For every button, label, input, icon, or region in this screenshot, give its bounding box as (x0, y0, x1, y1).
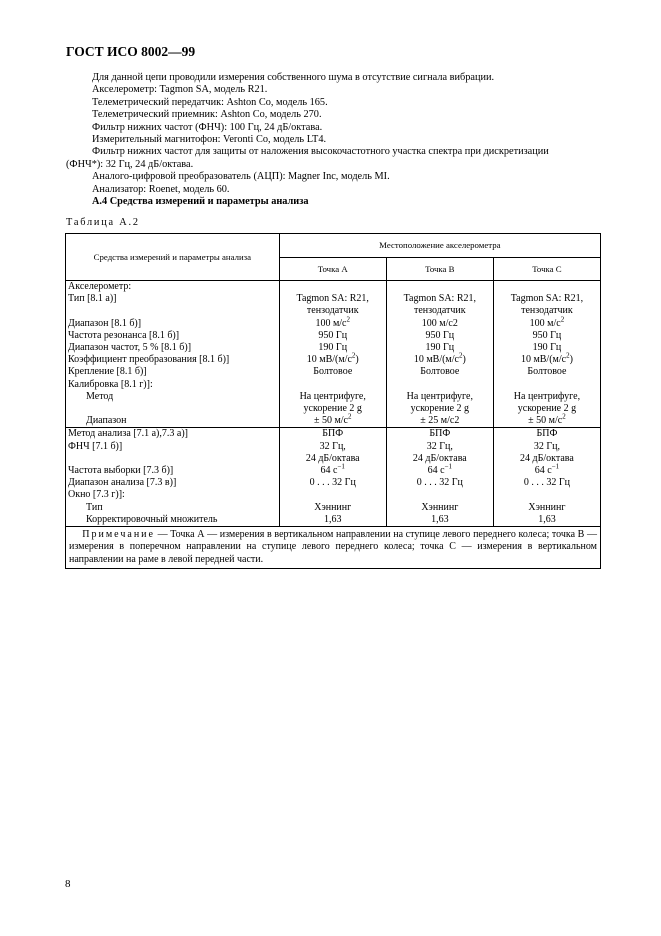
table-row (66, 428, 601, 441)
cell: 190 Гц (493, 342, 600, 354)
cell: 10 $мВ/(м/с^2)$ (493, 354, 600, 366)
head-point-b: Точка В (386, 257, 493, 281)
cell: 1,63 (386, 514, 493, 527)
table-row (66, 477, 601, 489)
cell: БПФ (386, 428, 493, 441)
cell: 64 $с^{-1}$ (279, 465, 386, 477)
document-header: ГОСТ ИСО 8002—99 (66, 44, 196, 59)
type-label: Тип [8.1 а)] (68, 293, 117, 305)
row-label: Частота резонанса [8.1 б)] (66, 330, 280, 342)
cell: БПФ (493, 428, 600, 441)
cell: 10 $мВ/(м/с^2)$ (279, 354, 386, 366)
table-head-row (66, 234, 601, 258)
intro-paragraphs (66, 72, 602, 208)
row-label: Диапазон частот, 5 % [8.1 б)] (66, 342, 280, 354)
row-label: ФНЧ [7.1 б)] (66, 441, 280, 465)
cell: 100 м/с2 (386, 318, 493, 330)
cell: 190 Гц (386, 342, 493, 354)
data-table (65, 233, 601, 569)
cell: 32 Гц, 24 дБ/октава (279, 441, 386, 465)
row-label: Частота выборки [7.3 б)] (66, 465, 280, 477)
table-row (66, 441, 601, 465)
table-row (66, 342, 601, 354)
paragraph-line: Телеметрический передатчик: Ashton Co, модель 165. (92, 96, 328, 108)
row-label: Крепление [8.1 б)] (66, 366, 280, 378)
cell: Болтовое (386, 366, 493, 378)
cell: 100 $м/с^2$ (493, 318, 600, 330)
table-row (66, 514, 601, 527)
cell: 10 $мВ/(м/с^2)$ (386, 354, 493, 366)
cell: 32 Гц, 24 дБ/октава (493, 441, 600, 465)
cell: 950 Гц (279, 330, 386, 342)
note-row (66, 527, 601, 569)
head-left: Средства измерений и параметры анализа (66, 234, 280, 281)
table-note (66, 527, 601, 569)
row-label (66, 489, 280, 513)
paragraph-line: Анализатор: Roenet, модель 60. (92, 183, 230, 195)
calib-label: Калибровка [8.1 г)]: (68, 378, 153, 390)
table-row (66, 354, 601, 366)
table-row (66, 379, 601, 416)
row-label: Коэффициент преобразования [8.1 б)] (66, 354, 280, 366)
cell: 100 $м/с^2$ (279, 318, 386, 330)
paragraph-line: Телеметрический приемник: Ashton Co, модель 270. (92, 109, 322, 121)
table-row (66, 281, 601, 318)
note-label: Примечание (82, 529, 155, 541)
cell: 0 . . . 32 Гц (386, 477, 493, 489)
row-label: Метод анализа [7.1 а),7.3 а)] (66, 428, 280, 441)
cell: ± 50 $м/с^2$ (279, 415, 386, 428)
table-caption: Таблица А.2 (66, 217, 140, 228)
cell: 950 Гц (493, 330, 600, 342)
paragraph-line: Акселерометр: Tagmon SA, модель R21. (92, 84, 268, 96)
cell: На центрифуге, ускорение 2 g (279, 379, 386, 416)
cell: Хэннинг (279, 489, 386, 513)
wtype-label: Тип (86, 501, 103, 513)
row-label: Корректировочный множитель (66, 514, 280, 527)
cell: 190 Гц (279, 342, 386, 354)
row-label: Диапазон (66, 415, 280, 428)
table-row (66, 489, 601, 513)
table-row (66, 465, 601, 477)
paragraph-line: Измерительный магнитофон: Veronti Co, модель LT4. (92, 134, 327, 146)
cell: 950 Гц (386, 330, 493, 342)
head-point-c: Точка С (493, 257, 600, 281)
table-row (66, 366, 601, 378)
cell: Болтовое (279, 366, 386, 378)
cell: 0 . . . 32 Гц (493, 477, 600, 489)
note-text: — Точка А — измерения в вертикальном направлении на ступице левого переднего колеса; точка В — измерения в поперечном направлении на ступице левого переднего колеса; точка С — измерения в вертикальном направлении на раме в левой передней части. (69, 529, 597, 565)
section-title: А.4 Средства измерений и параметры анализа (92, 196, 309, 208)
method-label: Метод (86, 390, 114, 402)
cell: 0 . . . 32 Гц (279, 477, 386, 489)
head-point-a: Точка А (279, 257, 386, 281)
window-label: Окно [7.3 г)]: (68, 489, 125, 501)
cell: 1,63 (493, 514, 600, 527)
cell: 64 $с^{-1}$ (386, 465, 493, 477)
cell: ± 50 $м/с^2$ (493, 415, 600, 428)
row-label: Диапазон [8.1 б)] (66, 318, 280, 330)
cell: Tagmon SA: R21, тензодатчик (493, 281, 600, 318)
table-row (66, 330, 601, 342)
page-number: 8 (65, 878, 71, 890)
table-row (66, 415, 601, 428)
cell: Болтовое (493, 366, 600, 378)
cell: На центрифуге, ускорение 2 g (386, 379, 493, 416)
cell: Tagmon SA: R21, тензодатчик (279, 281, 386, 318)
row-label (66, 379, 280, 416)
cell: Хэннинг (386, 489, 493, 513)
table-row (66, 318, 601, 330)
cell: Хэннинг (493, 489, 600, 513)
cell: ± 25 м/с2 (386, 415, 493, 428)
accel-title: Акселерометр: (68, 281, 132, 292)
cell: БПФ (279, 428, 386, 441)
cell: 1,63 (279, 514, 386, 527)
paragraph-line: Фильтр нижних частот для защиты от наложения высокочастотного участка спектра при дискретизации (92, 146, 549, 158)
head-group: Местоположение акселерометра (279, 234, 600, 258)
cell: На центрифуге, ускорение 2 g (493, 379, 600, 416)
row-label: Диапазон анализа [7.3 в)] (66, 477, 280, 489)
cell: Tagmon SA: R21, тензодатчик (386, 281, 493, 318)
paragraph-line: Фильтр нижних частот (ФНЧ): 100 Гц, 24 дБ/октава. (92, 121, 323, 133)
cell: 32 Гц, 24 дБ/октава (386, 441, 493, 465)
paragraph-line: Для данной цепи проводили измерения собственного шума в отсутствие сигнала вибрации. (92, 72, 495, 83)
paragraph-line: (ФНЧ*): 32 Гц, 24 дБ/октава. (66, 158, 194, 170)
row-label (66, 281, 280, 318)
paragraph-line: Аналого-цифровой преобразователь (АЦП): Magner Inc, модель MI. (92, 171, 390, 183)
cell: 64 $с^{-1}$ (493, 465, 600, 477)
